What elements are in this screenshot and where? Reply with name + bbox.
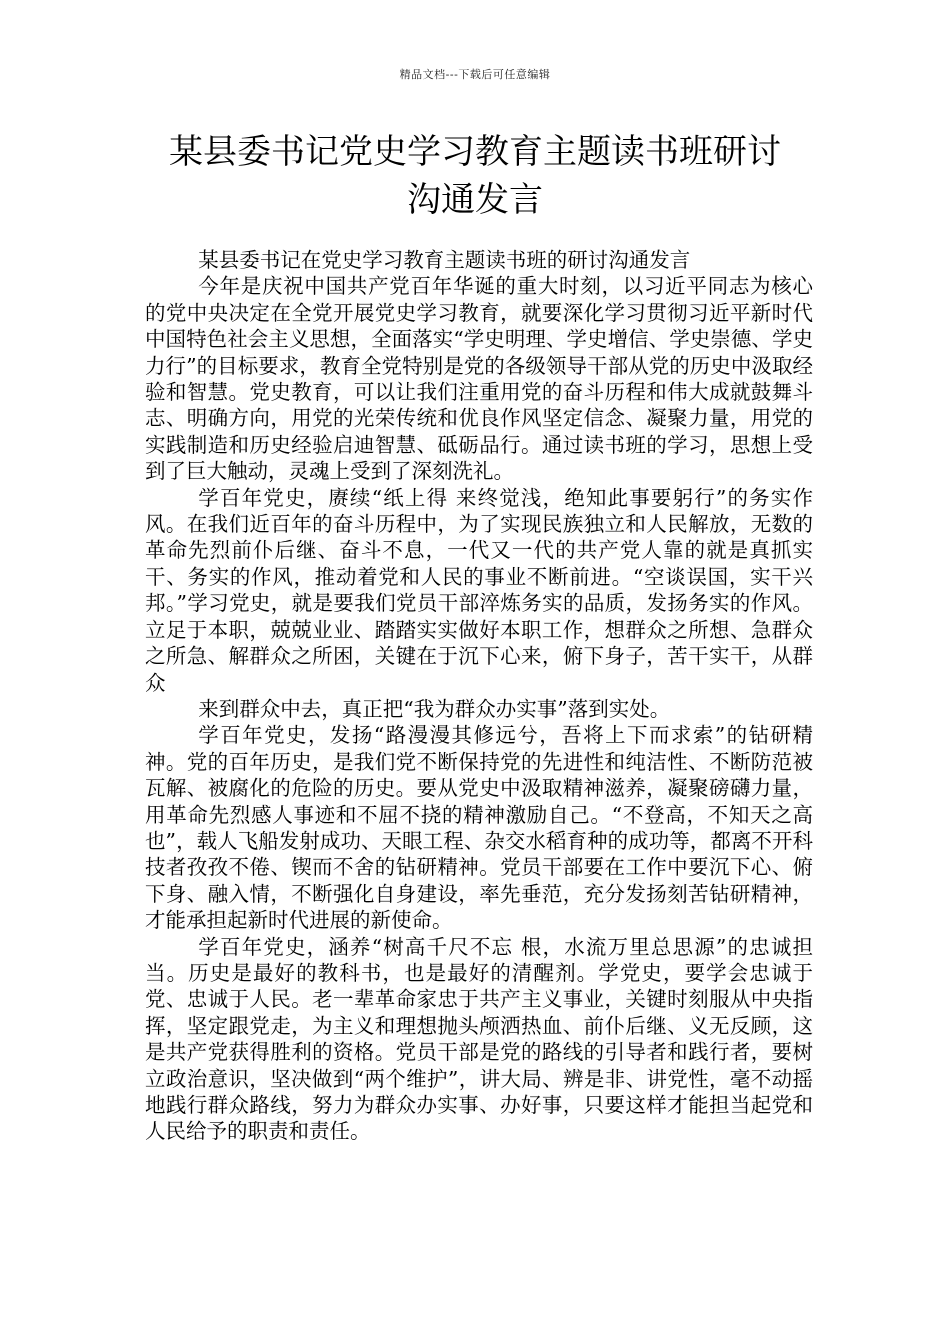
paragraph-pragmatic-style-cont: 来到群众中去，真正把“我为群众办实事”落到实处。 — [198, 696, 671, 721]
title-line-1: 某县委书记党史学习教育主题读书班研讨 — [169, 132, 781, 172]
paragraph-subtitle: 某县委书记在党史学习教育主题读书班的研讨沟通发言 — [198, 248, 691, 272]
document-title — [140, 128, 810, 224]
paragraph-intro: 今年是庆祝中国共产党百年华诞的重大时刻，以习近平同志为核心的党中央决定在全党开展党史学习教育，就要深化学习贯彻习近平新时代中国特色社会主义思想，全面落实“学史明理、学史增信、学史崇德、学史力行”的目标要求，教育全党特别是党的各级领导干部从党的历史中汲取经验和智慧。党史教育，可以让我们注重用党的奋斗历程和伟大成就鼓舞斗志、明确方向，用党的光荣传统和优良作风坚定信念、凝聚力量，用党的实践制造和历史经验启迪智慧、砥砺品行。通过读书班的学习，思想上受到了巨大触动，灵魂上受到了深刻洗礼。 — [145, 274, 813, 484]
paragraph-loyalty: 学百年党史，涵养“树高千尺不忘 根，水流万里总思源”的忠诚担当。历史是最好的教科书，也是最好的清醒剂。学党史，要学会忠诚于党、忠诚于人民。老一辈革命家忠于共产主义事业，关键时刻服从中央指挥，坚定跟党走，为主义和理想抛头颅洒热血、前仆后继、义无反顾，这是共产党获得胜利的资格。党员干部是党的路线的引导者和践行者，要树立政治意识，坚决做到“两个维护”，讲大局、辨是非、讲党性，毫不动摇地践行群众路线，努力为群众办实事、办好事，只要这样才能担当起党和人民给予的职责和责任。 — [145, 934, 813, 1144]
paragraph-pragmatic-style: 学百年党史，赓续“纸上得 来终觉浅，绝知此事要躬行”的务实作风。在我们近百年的奋斗历程中，为了实现民族独立和人民解放，无数的革命先烈前仆后继、奋斗不息，一代又一代的共产党人靠的就是真抓实干、务实的作风，推动着党和人民的事业不断前进。“空谈误国，实干兴邦。”学习党史，就是要我们党员干部淬炼务实的品质，发扬务实的作风。立足于本职，兢兢业业、踏踏实实做好本职工作，想群众之所想、急群众之所急、解群众之所困，关键在于沉下心来，俯下身子，苦干实干，从群众 — [145, 485, 813, 695]
document-body — [145, 247, 813, 1145]
paragraph-research-spirit: 学百年党史，发扬“路漫漫其修远兮，吾将上下而求索”的钻研精神。党的百年历史，是我们党不断保持党的先进性和纯洁性、不断防范被瓦解、被腐化的危险的历史。要从党史中汲取精神滋养，凝聚磅礴力量，用革命先烈感人事迹和不屈不挠的精神激励自己。“不登高，不知天之高也”，载人飞船发射成功、天眼工程、杂交水稻育种的成功等，都离不开科技者孜孜不倦、锲而不舍的钻研精神。党员干部要在工作中要沉下心、俯下身、融入情，不断强化自身建设，率先垂范，充分发扬刻苦钻研精神，才能承担起新时代进展的新使命。 — [145, 723, 813, 933]
header-note: 精品文档---下载后可任意编辑 — [399, 68, 551, 81]
title-line-2: 沟通发言 — [407, 180, 543, 220]
